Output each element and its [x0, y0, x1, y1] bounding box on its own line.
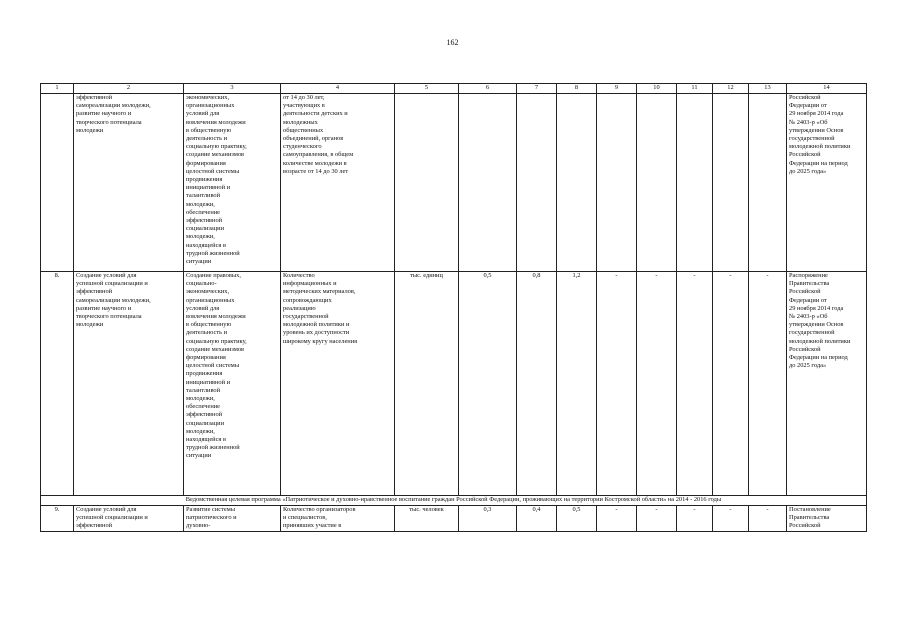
- table-row: [41, 506, 867, 532]
- column-number: 3: [184, 84, 281, 94]
- unit-cell: [395, 94, 459, 272]
- value-cell: 0,3: [459, 506, 517, 532]
- row-number: 8.: [41, 272, 74, 496]
- value-cell: 0,4: [517, 506, 557, 532]
- value-cell: [459, 94, 517, 272]
- table-row: [41, 272, 867, 496]
- basis-cell: Распоряжение Правительства Российской Федерации от 29 ноября 2014 года № 2403-р «Об утверждении Основ государственной молодежной политики Российской Федерации на период до 2025 года»: [787, 272, 867, 496]
- column-number: 7: [517, 84, 557, 94]
- value-cell: -: [637, 272, 677, 496]
- unit-cell: тыс. человек: [395, 506, 459, 532]
- value-cell: [749, 94, 787, 272]
- column-numbers-row: [41, 84, 867, 94]
- row-number: 9.: [41, 506, 74, 532]
- column-number: 12: [713, 84, 749, 94]
- column-number: 8: [557, 84, 597, 94]
- task-cell: Развитие системы патриотического и духовно-: [184, 506, 281, 532]
- column-number: 4: [281, 84, 395, 94]
- value-cell: [597, 94, 637, 272]
- task-cell: Создание правовых, социально- экономических, организационных условий для вовлечения молодежи в общественную деятельность и социальную практику, создание механизмов формирования целостной системы продвижения инициативной и талантливой молодежи, обеспечение эффективной социализации молодежи, находящейся в трудной жизненной ситуации: [184, 272, 281, 496]
- value-cell: 0,8: [517, 272, 557, 496]
- section-header-row: [41, 496, 867, 506]
- column-number: 9: [597, 84, 637, 94]
- value-cell: 0,5: [557, 506, 597, 532]
- value-cell: [557, 94, 597, 272]
- column-number: 14: [787, 84, 867, 94]
- column-number: 2: [74, 84, 184, 94]
- column-number: 13: [749, 84, 787, 94]
- basis-cell: Постановление Правительства Российской: [787, 506, 867, 532]
- goal-cell: эффективной самореализации молодежи, развитие научного и творческого потенциала молодежи: [74, 94, 184, 272]
- basis-cell: Российской Федерации от 29 ноября 2014 года № 2403-р «Об утверждении Основ государственной молодежной политики Российской Федерации на период до 2025 года»: [787, 94, 867, 272]
- value-cell: -: [677, 272, 713, 496]
- section-title: Ведомственная целевая программа «Патриотическое и духовно-нравственное воспитание граждан Российской Федерации, проживающих на территории Костромской области» на 2014 - 2016 годы: [41, 496, 867, 506]
- column-number: 5: [395, 84, 459, 94]
- indicator-cell: Количество организаторов и специалистов, принявших участие в: [281, 506, 395, 532]
- goal-cell: Создание условий для успешной социализации и эффективной: [74, 506, 184, 532]
- unit-cell: тыс. единиц: [395, 272, 459, 496]
- value-cell: -: [597, 506, 637, 532]
- column-number: 10: [637, 84, 677, 94]
- row-number: [41, 94, 74, 272]
- column-number: 11: [677, 84, 713, 94]
- value-cell: -: [713, 272, 749, 496]
- indicator-cell: от 14 до 30 лет, участвующих в деятельности детских и молодежных общественных объединений, органов студенческого самоуправления, в общем количестве молодежи в возрасте от 14 до 30 лет: [281, 94, 395, 272]
- value-cell: 0,5: [459, 272, 517, 496]
- value-cell: -: [713, 506, 749, 532]
- column-number: 6: [459, 84, 517, 94]
- value-cell: [637, 94, 677, 272]
- goal-cell: Создание условий для успешной социализации и эффективной самореализации молодежи, развитие научного и творческого потенциала молодежи: [74, 272, 184, 496]
- value-cell: 1,2: [557, 272, 597, 496]
- value-cell: [713, 94, 749, 272]
- table-row: [41, 94, 867, 272]
- value-cell: -: [749, 506, 787, 532]
- program-indicators-table: [40, 83, 867, 532]
- page-number: 162: [446, 38, 459, 47]
- value-cell: -: [677, 506, 713, 532]
- column-number: 1: [41, 84, 74, 94]
- value-cell: [677, 94, 713, 272]
- value-cell: -: [749, 272, 787, 496]
- value-cell: -: [597, 272, 637, 496]
- indicator-cell: Количество информационных и методических материалов, сопровождающих реализацию государственной молодежной политики и уровень их доступности широкому кругу населения: [281, 272, 395, 496]
- value-cell: [517, 94, 557, 272]
- task-cell: экономических, организационных условий для вовлечения молодежи в общественную деятельность и социальную практику, создание механизмов формирования целостной системы продвижения инициативной и талантливой молодежи, обеспечение эффективной социализации молодежи, находящейся в трудной жизненной ситуации: [184, 94, 281, 272]
- value-cell: -: [637, 506, 677, 532]
